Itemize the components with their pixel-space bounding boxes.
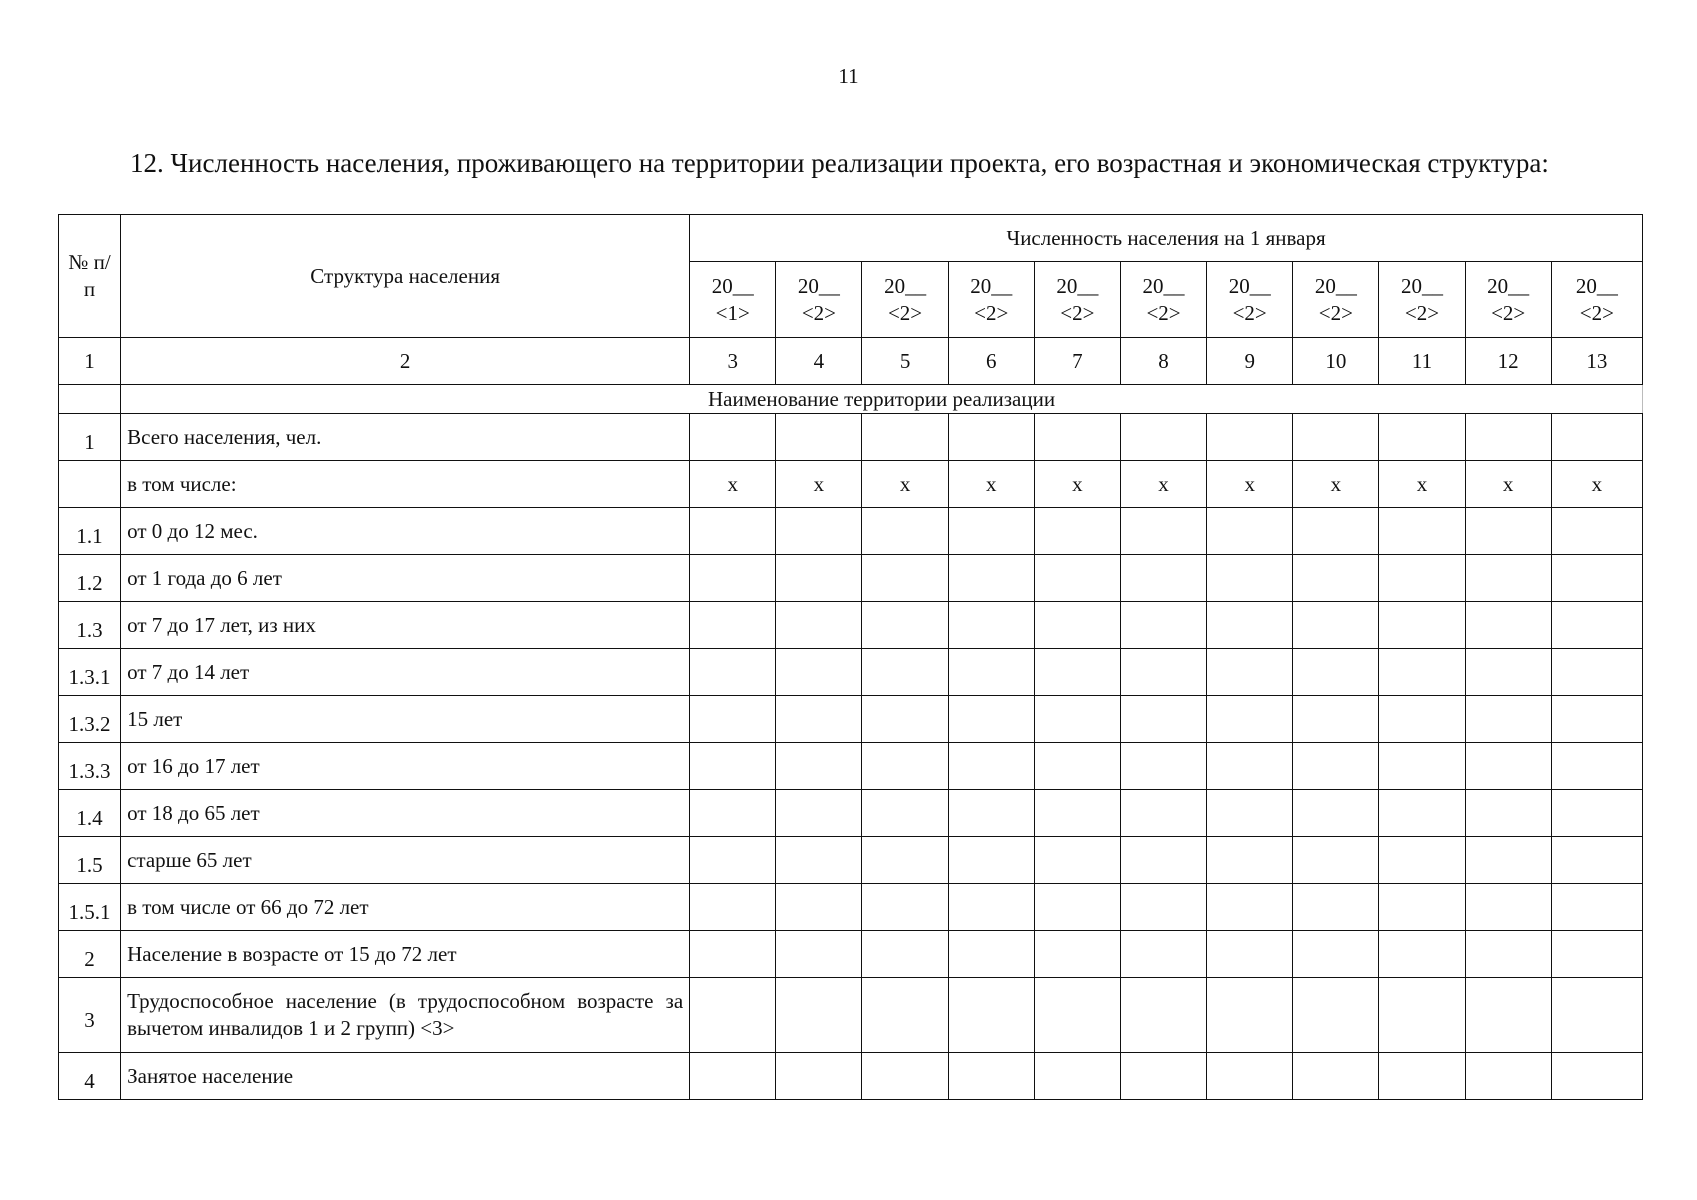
value-cell[interactable] bbox=[1293, 743, 1379, 790]
value-cell[interactable] bbox=[776, 884, 862, 931]
column-number: 3 bbox=[690, 338, 776, 385]
year-label[interactable]: 20__ bbox=[1056, 273, 1099, 298]
value-cell[interactable] bbox=[1551, 790, 1642, 837]
value-cell[interactable] bbox=[1293, 790, 1379, 837]
footnote-ref: <2> bbox=[1060, 300, 1095, 325]
value-cell[interactable]: x bbox=[1551, 461, 1642, 508]
row-label: Занятое население bbox=[121, 1053, 690, 1100]
row-number: 1.2 bbox=[59, 555, 121, 602]
table-row bbox=[59, 1053, 1643, 1100]
value-cell[interactable] bbox=[1293, 696, 1379, 743]
table-row bbox=[59, 743, 1643, 790]
value-cell[interactable] bbox=[948, 837, 1034, 884]
column-number: 1 bbox=[59, 338, 121, 385]
value-cell[interactable] bbox=[776, 743, 862, 790]
header-number-cell: № п/п bbox=[59, 215, 121, 338]
footnote-ref: <1> bbox=[715, 300, 750, 325]
value-cell[interactable] bbox=[1465, 1053, 1551, 1100]
value-cell[interactable] bbox=[862, 649, 948, 696]
value-cell[interactable] bbox=[1293, 1053, 1379, 1100]
row-number: 1.3.1 bbox=[59, 649, 121, 696]
year-label[interactable]: 20__ bbox=[1314, 273, 1357, 298]
footnote-ref: <2> bbox=[1318, 300, 1353, 325]
value-cell[interactable] bbox=[948, 884, 1034, 931]
value-cell[interactable] bbox=[1034, 414, 1120, 461]
value-cell[interactable] bbox=[1120, 837, 1206, 884]
year-column-header bbox=[1551, 262, 1642, 338]
row-label: от 0 до 12 мес. bbox=[121, 508, 690, 555]
column-number: 8 bbox=[1120, 338, 1206, 385]
footnote-ref: <2> bbox=[1232, 300, 1267, 325]
value-cell[interactable] bbox=[1034, 649, 1120, 696]
column-number: 6 bbox=[948, 338, 1034, 385]
year-label[interactable]: 20__ bbox=[1228, 273, 1271, 298]
column-number: 7 bbox=[1034, 338, 1120, 385]
value-cell[interactable] bbox=[1207, 696, 1293, 743]
value-cell[interactable] bbox=[1465, 508, 1551, 555]
value-cell[interactable] bbox=[1120, 931, 1206, 978]
value-cell[interactable]: x bbox=[1120, 461, 1206, 508]
value-cell[interactable] bbox=[862, 743, 948, 790]
table-row bbox=[59, 884, 1643, 931]
value-cell[interactable] bbox=[1034, 1053, 1120, 1100]
value-cell[interactable] bbox=[776, 978, 862, 1053]
year-column-header bbox=[776, 262, 862, 338]
table-row bbox=[59, 602, 1643, 649]
row-label: старше 65 лет bbox=[121, 837, 690, 884]
value-cell[interactable] bbox=[690, 602, 776, 649]
value-cell[interactable] bbox=[1379, 602, 1465, 649]
value-cell[interactable] bbox=[862, 931, 948, 978]
value-cell[interactable] bbox=[1207, 1053, 1293, 1100]
value-cell[interactable] bbox=[1207, 414, 1293, 461]
value-cell[interactable] bbox=[1379, 1053, 1465, 1100]
value-cell[interactable] bbox=[862, 884, 948, 931]
value-cell[interactable] bbox=[1120, 1053, 1206, 1100]
value-cell[interactable] bbox=[1034, 931, 1120, 978]
value-cell[interactable]: x bbox=[1034, 461, 1120, 508]
value-cell[interactable] bbox=[776, 602, 862, 649]
table-row bbox=[59, 508, 1643, 555]
year-column-header bbox=[1293, 262, 1379, 338]
value-cell[interactable] bbox=[1551, 884, 1642, 931]
year-label[interactable]: 20__ bbox=[1575, 273, 1618, 298]
row-number: 1.3 bbox=[59, 602, 121, 649]
value-cell[interactable]: x bbox=[1293, 461, 1379, 508]
value-cell[interactable] bbox=[862, 696, 948, 743]
value-cell[interactable] bbox=[1379, 837, 1465, 884]
value-cell[interactable] bbox=[690, 790, 776, 837]
value-cell[interactable] bbox=[1465, 414, 1551, 461]
value-cell[interactable] bbox=[1293, 931, 1379, 978]
value-cell[interactable] bbox=[1034, 743, 1120, 790]
row-number: 1.1 bbox=[59, 508, 121, 555]
year-label[interactable]: 20__ bbox=[884, 273, 927, 298]
value-cell[interactable] bbox=[1034, 602, 1120, 649]
value-cell[interactable]: x bbox=[1207, 461, 1293, 508]
year-column-header bbox=[1120, 262, 1206, 338]
value-cell[interactable] bbox=[1465, 555, 1551, 602]
value-cell[interactable] bbox=[1551, 414, 1642, 461]
value-cell[interactable] bbox=[1207, 837, 1293, 884]
value-cell[interactable] bbox=[948, 790, 1034, 837]
column-number: 2 bbox=[121, 338, 690, 385]
value-cell[interactable] bbox=[1379, 414, 1465, 461]
value-cell[interactable] bbox=[1379, 978, 1465, 1053]
value-cell[interactable] bbox=[1034, 978, 1120, 1053]
year-column-header bbox=[948, 262, 1034, 338]
column-number: 9 bbox=[1207, 338, 1293, 385]
value-cell[interactable] bbox=[1120, 978, 1206, 1053]
column-number: 11 bbox=[1379, 338, 1465, 385]
row-number: 1.4 bbox=[59, 790, 121, 837]
value-cell[interactable] bbox=[1207, 649, 1293, 696]
row-label: Всего населения, чел. bbox=[121, 414, 690, 461]
value-cell[interactable] bbox=[1551, 837, 1642, 884]
value-cell[interactable] bbox=[862, 414, 948, 461]
value-cell[interactable] bbox=[1379, 884, 1465, 931]
value-cell[interactable] bbox=[1379, 555, 1465, 602]
table-row bbox=[59, 931, 1643, 978]
value-cell[interactable] bbox=[1120, 884, 1206, 931]
value-cell[interactable] bbox=[1551, 508, 1642, 555]
table-row bbox=[59, 414, 1643, 461]
table-row bbox=[59, 978, 1643, 1053]
year-column-header bbox=[690, 262, 776, 338]
value-cell[interactable] bbox=[1120, 696, 1206, 743]
value-cell[interactable] bbox=[862, 602, 948, 649]
value-cell[interactable] bbox=[1120, 790, 1206, 837]
value-cell[interactable] bbox=[1034, 696, 1120, 743]
population-table bbox=[58, 214, 1643, 1100]
value-cell[interactable] bbox=[1120, 414, 1206, 461]
row-number: 1.3.2 bbox=[59, 696, 121, 743]
year-label[interactable]: 20__ bbox=[970, 273, 1013, 298]
value-cell[interactable] bbox=[1465, 649, 1551, 696]
value-cell[interactable] bbox=[776, 649, 862, 696]
value-cell[interactable] bbox=[948, 555, 1034, 602]
value-cell[interactable] bbox=[1551, 1053, 1642, 1100]
value-cell[interactable] bbox=[1120, 649, 1206, 696]
row-number: 2 bbox=[59, 931, 121, 978]
table-row bbox=[59, 837, 1643, 884]
value-cell[interactable] bbox=[948, 931, 1034, 978]
value-cell[interactable] bbox=[1465, 978, 1551, 1053]
value-cell[interactable] bbox=[1551, 696, 1642, 743]
value-cell[interactable] bbox=[1379, 696, 1465, 743]
footnote-ref: <2> bbox=[801, 300, 836, 325]
table-row bbox=[59, 555, 1643, 602]
row-label: Трудоспособное население (в трудоспособном возрасте за вычетом инвалидов 1 и 2 групп) <3> bbox=[121, 978, 690, 1053]
value-cell[interactable] bbox=[1465, 790, 1551, 837]
row-label: 15 лет bbox=[121, 696, 690, 743]
value-cell[interactable] bbox=[1465, 602, 1551, 649]
year-label[interactable]: 20__ bbox=[1487, 273, 1530, 298]
value-cell[interactable] bbox=[690, 978, 776, 1053]
year-column-header bbox=[862, 262, 948, 338]
column-number: 13 bbox=[1551, 338, 1642, 385]
value-cell[interactable] bbox=[1379, 931, 1465, 978]
value-cell[interactable] bbox=[1034, 555, 1120, 602]
value-cell[interactable] bbox=[948, 978, 1034, 1053]
value-cell[interactable] bbox=[776, 555, 862, 602]
value-cell[interactable] bbox=[862, 555, 948, 602]
row-number: 1.5 bbox=[59, 837, 121, 884]
value-cell[interactable] bbox=[776, 931, 862, 978]
page-number: 11 bbox=[838, 64, 859, 88]
value-cell[interactable] bbox=[1207, 508, 1293, 555]
year-column-header bbox=[1379, 262, 1465, 338]
value-cell[interactable] bbox=[1465, 743, 1551, 790]
value-cell[interactable] bbox=[1207, 743, 1293, 790]
row-label: Население в возрасте от 15 до 72 лет bbox=[121, 931, 690, 978]
row-label: в том числе от 66 до 72 лет bbox=[121, 884, 690, 931]
table-row bbox=[59, 790, 1643, 837]
value-cell[interactable] bbox=[862, 1053, 948, 1100]
value-cell[interactable] bbox=[1293, 837, 1379, 884]
year-column-header bbox=[1207, 262, 1293, 338]
value-cell[interactable] bbox=[1034, 508, 1120, 555]
value-cell[interactable] bbox=[1379, 743, 1465, 790]
value-cell[interactable] bbox=[862, 790, 948, 837]
value-cell[interactable] bbox=[948, 696, 1034, 743]
value-cell[interactable] bbox=[690, 414, 776, 461]
row-label: в том числе: bbox=[121, 461, 690, 508]
footnote-ref: <2> bbox=[1146, 300, 1181, 325]
value-cell[interactable]: x bbox=[1465, 461, 1551, 508]
value-cell[interactable] bbox=[1551, 555, 1642, 602]
value-cell[interactable] bbox=[1207, 602, 1293, 649]
column-number: 12 bbox=[1465, 338, 1551, 385]
value-cell[interactable] bbox=[776, 837, 862, 884]
value-cell[interactable] bbox=[690, 884, 776, 931]
value-cell[interactable] bbox=[1293, 508, 1379, 555]
row-number: 1 bbox=[59, 414, 121, 461]
footnote-ref: <2> bbox=[1404, 300, 1440, 325]
value-cell[interactable] bbox=[776, 696, 862, 743]
value-cell[interactable] bbox=[1293, 602, 1379, 649]
year-label[interactable]: 20__ bbox=[711, 273, 754, 298]
value-cell[interactable] bbox=[948, 743, 1034, 790]
value-cell[interactable] bbox=[1293, 555, 1379, 602]
table-row bbox=[59, 649, 1643, 696]
value-cell[interactable] bbox=[776, 414, 862, 461]
value-cell[interactable] bbox=[1293, 978, 1379, 1053]
value-cell[interactable] bbox=[690, 555, 776, 602]
header-structure-cell: Структура населения bbox=[121, 215, 690, 338]
value-cell[interactable] bbox=[1551, 978, 1642, 1053]
row-number: 3 bbox=[59, 978, 121, 1053]
value-cell[interactable] bbox=[862, 508, 948, 555]
value-cell[interactable] bbox=[862, 837, 948, 884]
table-row bbox=[59, 461, 1643, 508]
row-label: от 1 года до 6 лет bbox=[121, 555, 690, 602]
territory-label: Наименование территории реализации bbox=[121, 385, 1643, 414]
year-column-header bbox=[1465, 262, 1551, 338]
column-number: 10 bbox=[1293, 338, 1379, 385]
value-cell[interactable] bbox=[1207, 931, 1293, 978]
row-number: 1.3.3 bbox=[59, 743, 121, 790]
row-label: от 18 до 65 лет bbox=[121, 790, 690, 837]
value-cell[interactable] bbox=[1379, 790, 1465, 837]
value-cell[interactable] bbox=[1293, 884, 1379, 931]
row-label: от 7 до 14 лет bbox=[121, 649, 690, 696]
row-label: от 7 до 17 лет, из них bbox=[121, 602, 690, 649]
value-cell[interactable] bbox=[948, 602, 1034, 649]
value-cell[interactable] bbox=[690, 931, 776, 978]
value-cell[interactable] bbox=[948, 649, 1034, 696]
section-heading: 12. Численность населения, проживающего на территории реализации проекта, его возрастная и экономическая структура: bbox=[130, 148, 1549, 178]
value-cell[interactable] bbox=[862, 978, 948, 1053]
row-label: от 16 до 17 лет bbox=[121, 743, 690, 790]
footnote-ref: <2> bbox=[1579, 300, 1614, 325]
column-number: 4 bbox=[776, 338, 862, 385]
value-cell[interactable] bbox=[690, 1053, 776, 1100]
value-cell[interactable] bbox=[1120, 555, 1206, 602]
value-cell[interactable] bbox=[690, 743, 776, 790]
value-cell[interactable] bbox=[1207, 555, 1293, 602]
value-cell[interactable]: x bbox=[862, 461, 948, 508]
year-label[interactable]: 20__ bbox=[1401, 273, 1443, 298]
value-cell[interactable] bbox=[1034, 790, 1120, 837]
value-cell[interactable] bbox=[1207, 978, 1293, 1053]
value-cell[interactable] bbox=[1207, 790, 1293, 837]
value-cell[interactable] bbox=[1465, 837, 1551, 884]
value-cell[interactable] bbox=[776, 1053, 862, 1100]
value-cell[interactable] bbox=[690, 696, 776, 743]
table-row bbox=[59, 696, 1643, 743]
value-cell[interactable] bbox=[690, 837, 776, 884]
value-cell[interactable] bbox=[1551, 602, 1642, 649]
year-label[interactable]: 20__ bbox=[1142, 273, 1185, 298]
value-cell[interactable] bbox=[690, 649, 776, 696]
header-population-cell: Численность населения на 1 января bbox=[690, 215, 1643, 262]
year-label[interactable]: 20__ bbox=[797, 273, 840, 298]
value-cell[interactable] bbox=[1034, 837, 1120, 884]
value-cell[interactable] bbox=[948, 1053, 1034, 1100]
value-cell[interactable] bbox=[1120, 743, 1206, 790]
value-cell[interactable] bbox=[1465, 696, 1551, 743]
value-cell[interactable] bbox=[1465, 884, 1551, 931]
value-cell[interactable]: x bbox=[690, 461, 776, 508]
value-cell[interactable] bbox=[1293, 649, 1379, 696]
value-cell[interactable] bbox=[1120, 602, 1206, 649]
value-cell[interactable] bbox=[776, 790, 862, 837]
footnote-ref: <2> bbox=[887, 300, 923, 325]
column-number: 5 bbox=[862, 338, 948, 385]
value-cell[interactable] bbox=[1465, 931, 1551, 978]
value-cell[interactable]: x bbox=[948, 461, 1034, 508]
value-cell[interactable] bbox=[690, 508, 776, 555]
column-number-row bbox=[59, 338, 1643, 385]
row-number bbox=[59, 461, 121, 508]
value-cell[interactable] bbox=[948, 414, 1034, 461]
territory-empty-cell bbox=[59, 385, 121, 414]
value-cell[interactable] bbox=[1551, 649, 1642, 696]
value-cell[interactable] bbox=[1120, 508, 1206, 555]
year-column-header bbox=[1034, 262, 1120, 338]
value-cell[interactable] bbox=[1293, 414, 1379, 461]
footnote-ref: <2> bbox=[974, 300, 1009, 325]
value-cell[interactable] bbox=[1379, 649, 1465, 696]
value-cell[interactable] bbox=[948, 508, 1034, 555]
footnote-ref: <2> bbox=[1491, 300, 1526, 325]
value-cell[interactable] bbox=[1379, 508, 1465, 555]
row-number: 1.5.1 bbox=[59, 884, 121, 931]
row-number: 4 bbox=[59, 1053, 121, 1100]
value-cell[interactable] bbox=[1551, 931, 1642, 978]
value-cell[interactable]: x bbox=[776, 461, 862, 508]
value-cell[interactable] bbox=[1207, 884, 1293, 931]
value-cell[interactable]: x bbox=[1379, 461, 1465, 508]
value-cell[interactable] bbox=[776, 508, 862, 555]
value-cell[interactable] bbox=[1551, 743, 1642, 790]
value-cell[interactable] bbox=[1034, 884, 1120, 931]
